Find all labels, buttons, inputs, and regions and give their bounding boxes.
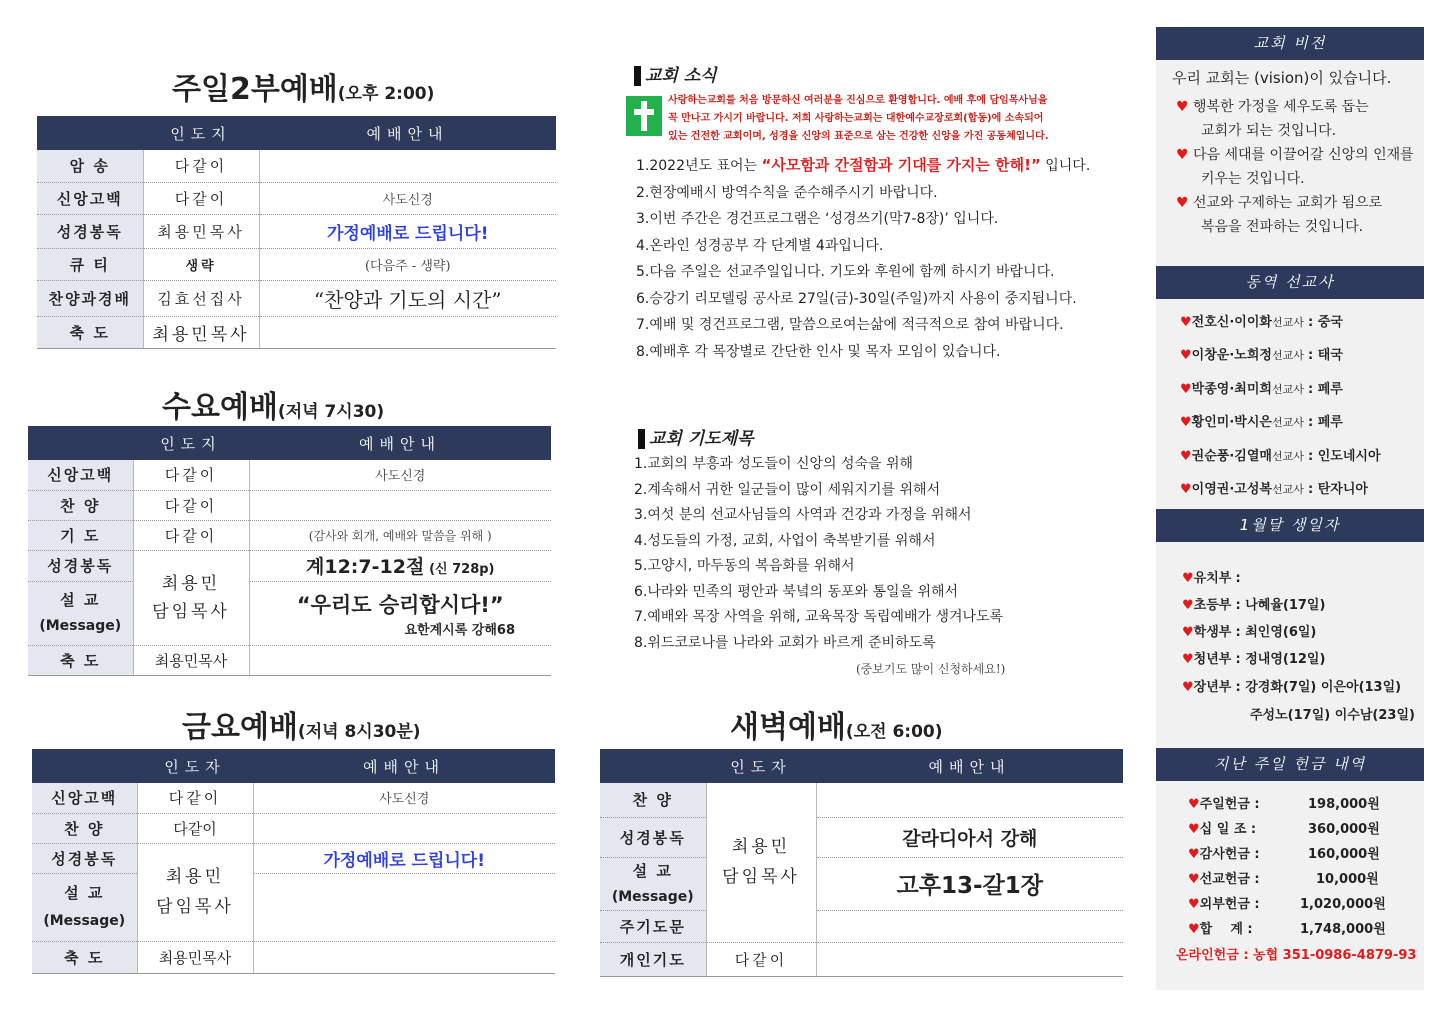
list-item: 복음을 전파하는 것입니다. [1201, 219, 1364, 235]
table-row: 큐 티 생략 (다음주 - 생략) [37, 248, 556, 280]
dawn-title: 새벽예배(오전 6:00) [730, 710, 943, 745]
reading-cell: 계12:7-12절 (신 728p) [249, 550, 551, 581]
table-row: 신앙고백 다같이 사도신경 [32, 783, 555, 813]
missionaries-heading: 동역 선교사 [1156, 266, 1424, 299]
table-row: 주기도문 [600, 910, 1123, 942]
list-item: ♥권순풍·김열매선교사 : 인도네시아 [1180, 449, 1381, 464]
list-item: ♥청년부 : 정내영(12일) [1182, 652, 1326, 667]
preacher-cell: 최용민 담임목사 [706, 783, 816, 942]
heart-icon: ♥ [1180, 315, 1192, 330]
list-item: ♥이창운·노희정선교사 : 태국 [1180, 348, 1343, 363]
list-item: 교회가 되는 것입니다. [1201, 123, 1337, 139]
table-row: 설 교 (Message) 고후13-갈1장 [600, 857, 1123, 910]
list-item: ♥선교헌금 : [1188, 872, 1260, 887]
heart-icon: ♥ [1188, 797, 1200, 812]
table-row: 성경봉독 최용민 담임목사 계12:7-12절 (신 728p) [28, 550, 551, 581]
vision-intro: 우리 교회는 (vision)이 있습니다. [1172, 69, 1392, 87]
list-item: ♥외부헌금 : [1188, 897, 1260, 912]
list-item: ♥십 일 조 : [1188, 822, 1257, 837]
list-item: 5.다음 주일은 선교주일입니다. 기도와 후원에 함께 하시기 바랍니다. [636, 264, 1055, 280]
table-row: 성경봉독 갈라디아서 강해 [600, 817, 1123, 857]
table-header: 인도지 예배안내 [28, 426, 551, 460]
heart-icon: ♥ [1182, 652, 1194, 667]
heart-icon: ♥ [1180, 482, 1192, 497]
welcome-text: 사랑하는교회를 처음 방문하신 여러분을 진심으로 환영합니다. 예배 후에 담임목사님을 꼭 만나고 가시기 바랍니다. 저희 사랑하는교회는 대한예수교장로회(합동)에 소속되어 있는 건전한 교회이며, 성경을 신앙의 표준으로 삼는 건강한 신앙을 가진 공동체입니다. [668, 95, 1049, 142]
list-item: ♥황인미·박시은선교사 : 페루 [1180, 415, 1343, 430]
sunday2-title: 주일2부예배(오후 2:00) [172, 72, 435, 107]
prayer-list [634, 452, 1003, 656]
list-item: ♥학생부 : 최인영(6일) [1182, 625, 1317, 640]
heart-icon: ♥ [1188, 897, 1200, 912]
preacher-cell: 최용민 담임목사 [137, 843, 253, 941]
list-item: ♥박종영·최미희선교사 : 페루 [1180, 382, 1343, 397]
list-item: 키우는 것입니다. [1201, 171, 1305, 187]
list-item: 6.나라와 민족의 평안과 북녘의 동포와 통일을 위해서 [634, 583, 959, 600]
heart-icon: ♥ [1188, 872, 1200, 887]
offering-amount: 1,748,000원 [1300, 922, 1386, 937]
table-header: 인도지 예배안내 [37, 116, 556, 150]
list-item: ♥ 다음 세대를 이끌어갈 신앙의 인재를 [1176, 147, 1414, 163]
friday-title: 금요예배(저녁 8시30분) [182, 710, 421, 745]
dawn-table [600, 749, 1123, 977]
heart-icon: ♥ [1176, 195, 1189, 211]
offering-amount: 160,000원 [1308, 847, 1380, 862]
heart-icon: ♥ [1182, 598, 1194, 613]
table-row: 성경봉독 최용민목사 가정예배로 드립니다! [37, 214, 556, 248]
list-item: 8.위드코로나를 나라와 교회가 바르게 준비하도록 [634, 634, 936, 651]
list-item: 6.승강기 리모델링 공사로 27일(금)-30일(주일)까지 사용이 중지됩니다. [636, 290, 1077, 307]
friday-table [32, 749, 555, 974]
offering-heading: 지난 주일 헌금 내역 [1156, 748, 1424, 781]
table-row [32, 873, 555, 941]
birthdays-heading: 1월달 생일자 [1156, 509, 1424, 542]
list-item: ♥합 계 : [1188, 922, 1253, 937]
list-item: 7.예배 및 경건프로그램, 말씀으로여는삶에 적극적으로 참여 바랍니다. [636, 317, 1064, 333]
sermon-cell: “우리도 승리합시다!” 요한계시록 강해68 [249, 581, 551, 645]
list-item: ♥ 행복한 가정을 세우도록 돕는 [1176, 99, 1369, 115]
list-item: ♥전호신·이이화선교사 : 중국 [1180, 315, 1343, 330]
list-item: ♥유치부 : [1182, 571, 1241, 586]
news-heading: 교회 소식 [634, 61, 717, 86]
table-row: 성경봉독 최용민 담임목사 가정예배로 드립니다! [32, 843, 555, 873]
table-row: 찬 양 다같이 [32, 813, 555, 843]
wednesday-title: 수요예배(저녁 7시30) [162, 390, 385, 425]
heart-icon: ♥ [1176, 99, 1189, 115]
table-row: 암 송 다같이 [37, 150, 556, 182]
sermon-label: 설 교 (Message) [32, 873, 137, 941]
table-header: 인도자 예배안내 [600, 749, 1123, 783]
prayer-note: (중보기도 많이 신청하세요!) [856, 662, 1006, 676]
heart-icon: ♥ [1182, 680, 1194, 695]
table-row: 기 도 다같이 (감사와 회개, 예배와 말씀을 위해 ) [28, 520, 551, 550]
table-row: 찬 양 다같이 [28, 490, 551, 520]
list-item: 1.교회의 부흥과 성도들이 신앙의 성숙을 위해 [634, 456, 914, 472]
list-item: 4.온라인 성경공부 각 단계별 4과입니다. [636, 237, 884, 254]
table-row: 축 도 최용민목사 [32, 941, 555, 973]
vision-heading: 교회 비전 [1156, 27, 1424, 60]
list-item: ♥감사헌금 : [1188, 847, 1260, 862]
heart-icon: ♥ [1180, 382, 1192, 397]
list-item: 4.성도들의 가정, 교회, 사업이 축복받기를 위해서 [634, 532, 936, 549]
list-item: 7.예배와 목장 사역을 위해, 교육목장 독립예배가 생겨나도록 [634, 609, 1004, 625]
sermon-label: 설 교 (Message) [600, 857, 706, 910]
sunday2-table [37, 116, 556, 349]
vision-list [1176, 95, 1414, 239]
heart-icon: ♥ [1176, 147, 1189, 163]
list-item: 5.고양시, 마두동의 복음화를 위해서 [634, 558, 855, 574]
online-offering: 온라인헌금 : 농협 351-0986-4879-93 [1176, 948, 1417, 963]
heart-icon: ♥ [1182, 571, 1194, 586]
offering-amount: 10,000원 [1316, 872, 1379, 887]
offering-amount: 360,000원 [1308, 822, 1380, 837]
news-list [636, 152, 1090, 365]
table-row: 신앙고백 다같이 사도신경 [28, 460, 551, 490]
table-row: 개인기도 다같이 [600, 942, 1123, 976]
table-header: 인도자 예배안내 [32, 749, 555, 783]
list-item: 3.이번 주간은 경건프로그램은 ‘성경쓰기(막7-8장)’ 입니다. [636, 211, 999, 227]
offering-amount: 198,000원 [1308, 797, 1380, 812]
heart-icon: ♥ [1188, 847, 1200, 862]
list-item: ♥장년부 : 강경화(7일) 이은아(13일) [1182, 680, 1402, 695]
table-row [28, 581, 551, 645]
table-row: 축 도 최용민목사 [28, 645, 551, 675]
list-item: ♥주일헌금 : [1188, 797, 1260, 812]
table-row: 찬 양 최용민 담임목사 [600, 783, 1123, 817]
list-item: ♥초등부 : 나혜율(17일) [1182, 598, 1326, 613]
table-row: 신앙고백 다같이 사도신경 [37, 182, 556, 214]
heart-icon: ♥ [1180, 348, 1192, 363]
list-item: 8.예배후 각 목장별로 간단한 인사 및 목자 모임이 있습니다. [636, 343, 1001, 360]
list-item: 1.2022년도 표어는 “사모함과 간절함과 기대를 가지는 한해!” 입니다. [636, 156, 1091, 174]
list-item: 주성노(17일) 이수남(23일) [1250, 708, 1415, 723]
table-row: 축 도 최용민목사 [37, 316, 556, 348]
heart-icon: ♥ [1188, 922, 1200, 937]
table-row: 찬양과경배 김효선집사 “찬양과 기도의 시간” [37, 280, 556, 316]
heart-icon: ♥ [1188, 822, 1200, 837]
list-item: ♥이영권·고성복선교사 : 탄자니아 [1180, 482, 1368, 497]
wednesday-table [28, 426, 551, 676]
list-item: 2.현장예배시 방역수칙을 준수해주시기 바랍니다. [636, 184, 938, 201]
list-item: 3.여섯 분의 선교사님들의 사역과 건강과 가정을 위해서 [634, 507, 972, 523]
heart-icon: ♥ [1180, 449, 1192, 464]
sermon-label: 설 교 (Message) [28, 581, 133, 645]
list-item: 2.계속해서 귀한 일군들이 많이 세워지기를 위해서 [634, 481, 941, 498]
prayer-heading: 교회 기도제목 [638, 424, 753, 449]
heart-icon: ♥ [1180, 415, 1192, 430]
heart-icon: ♥ [1182, 625, 1194, 640]
cross-icon [626, 96, 662, 136]
offering-amount: 1,020,000원 [1300, 897, 1386, 912]
preacher-cell: 최용민 담임목사 [133, 550, 249, 645]
list-item: ♥ 선교와 구제하는 교회가 됨으로 [1176, 195, 1383, 211]
